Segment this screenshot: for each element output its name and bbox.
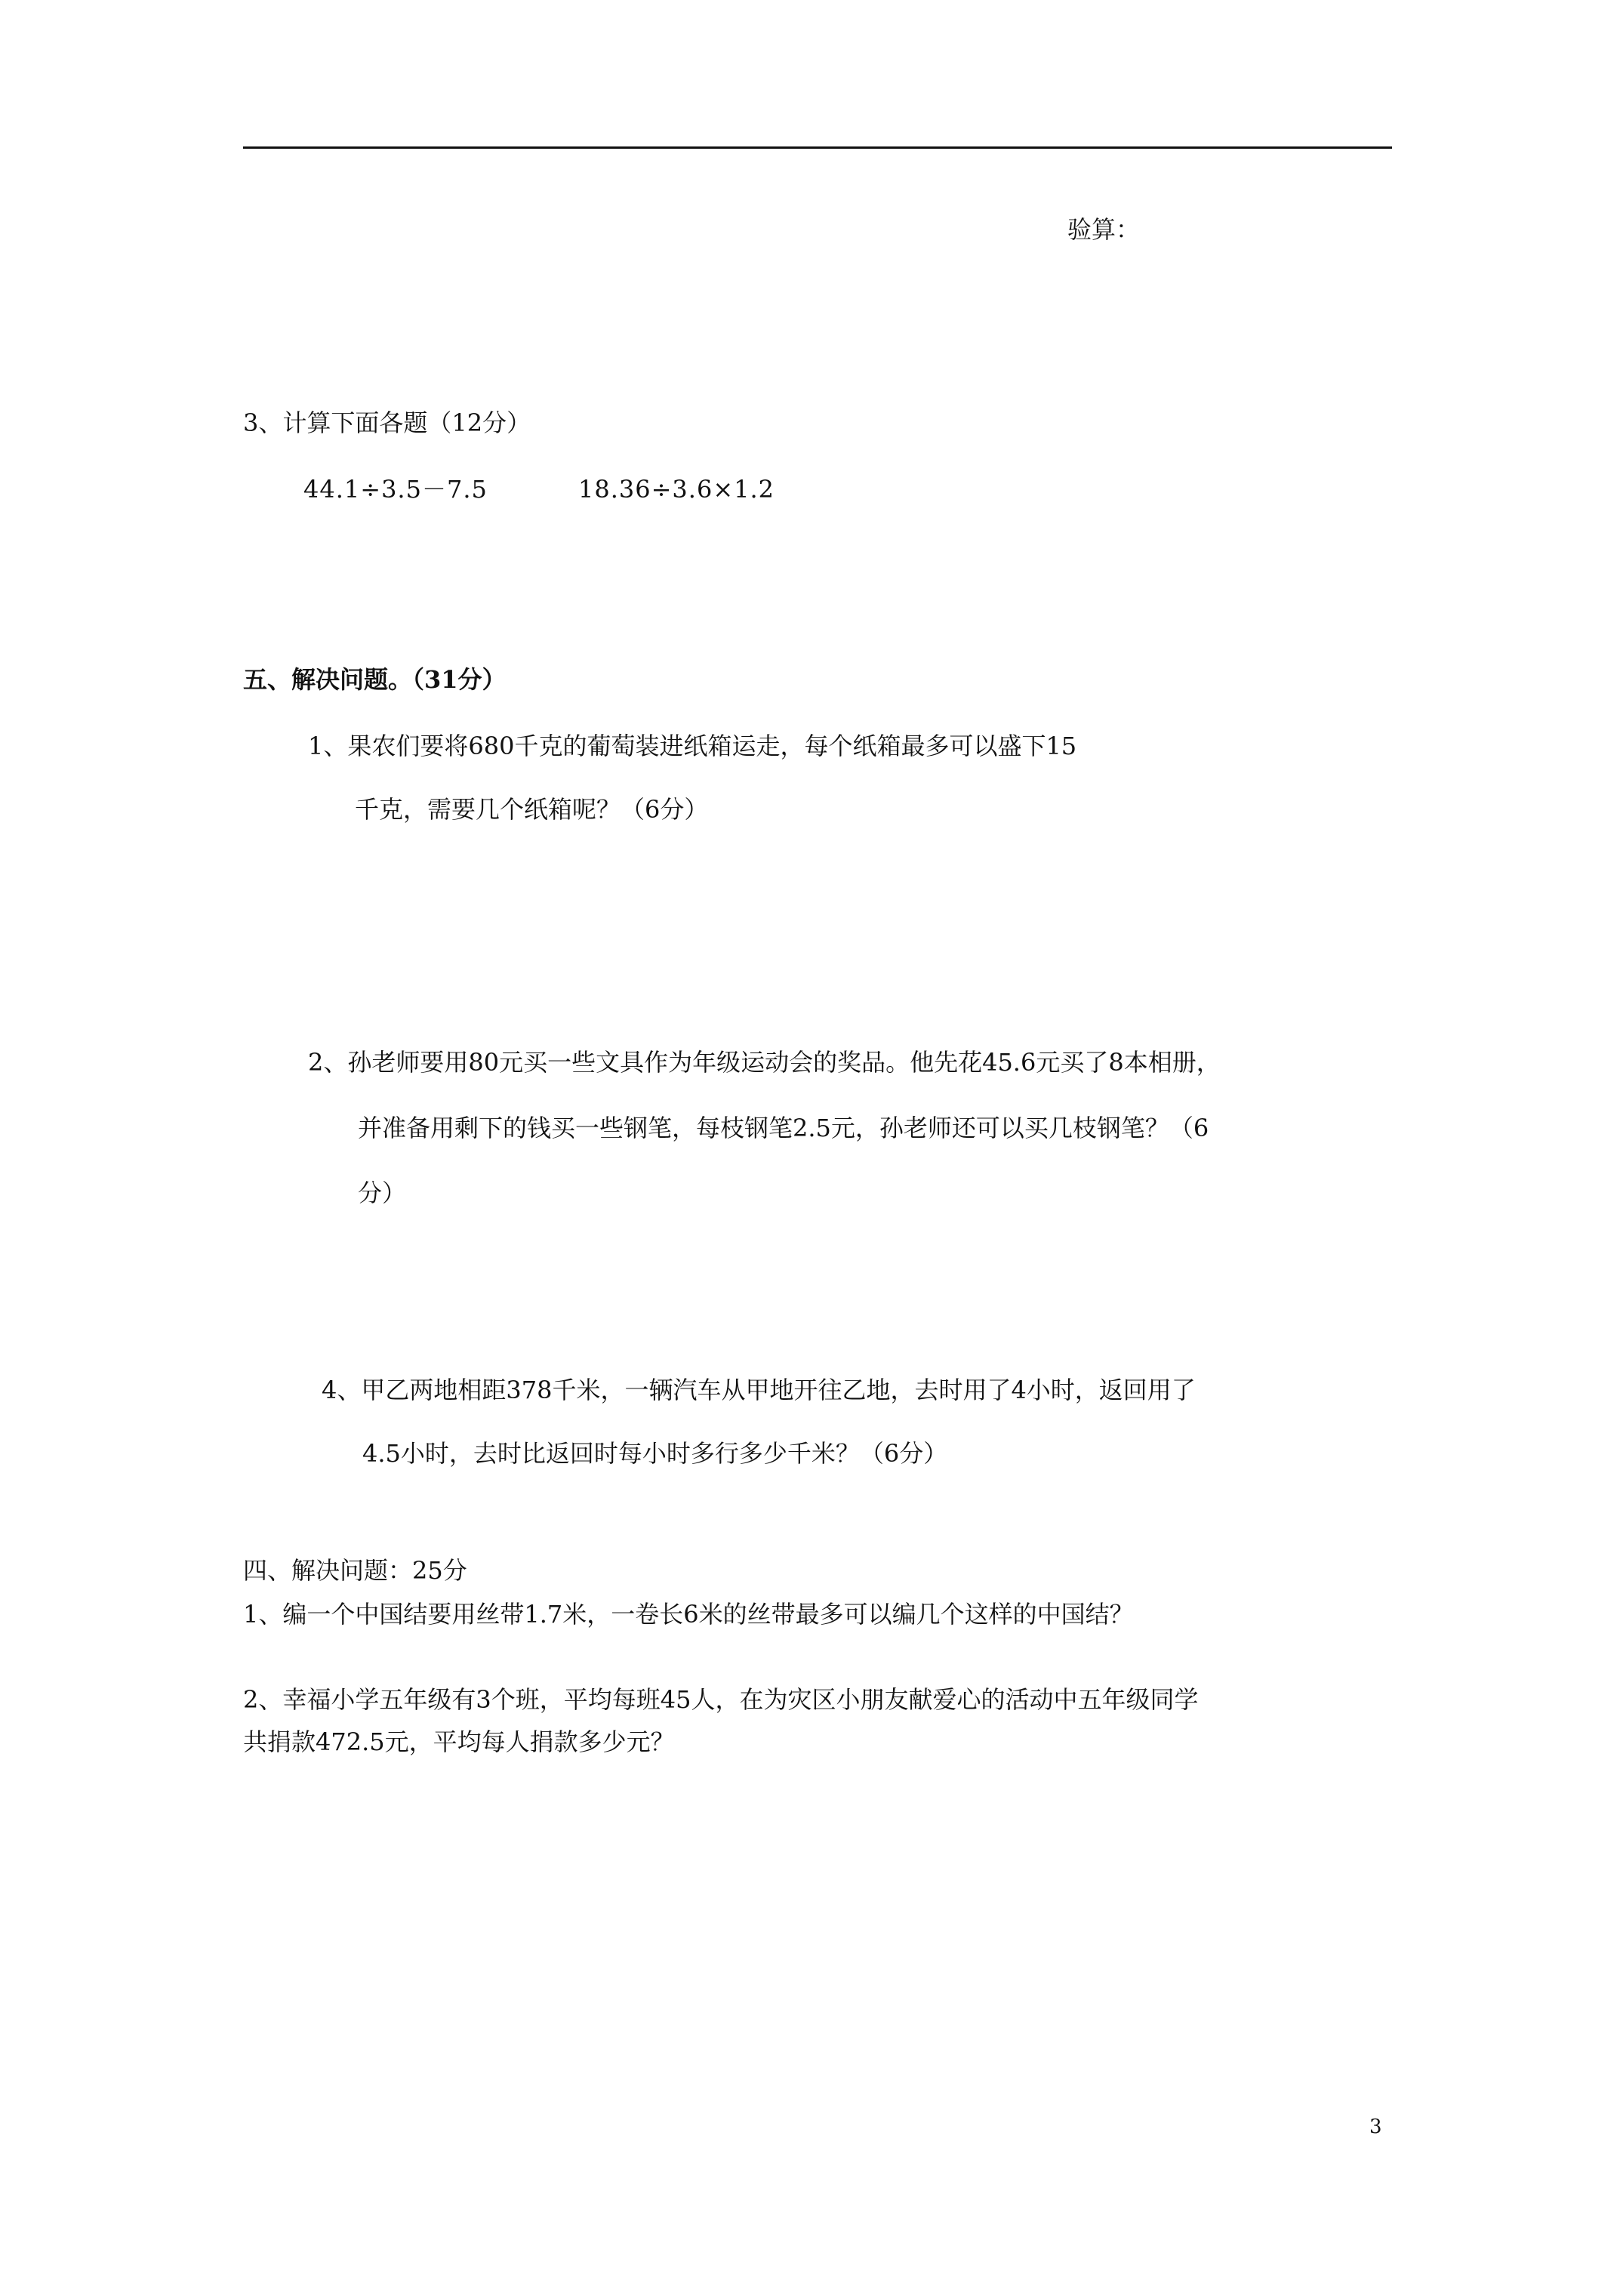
calc-title: 3、计算下面各题（12分） — [243, 408, 531, 437]
section-4-title: 四、解决问题：25分 — [243, 1556, 467, 1585]
section-4-q2-line-1: 2、幸福小学五年级有3个班，平均每班45人，在为灾区小朋友献爱心的活动中五年级同学 — [243, 1685, 1199, 1714]
section-5-q2-line-3: 分） — [358, 1179, 407, 1207]
calc-expression-2: 18.36÷3.6×1.2 — [578, 475, 775, 504]
section-5-q2-line-1: 2、孙老师要用80元买一些文具作为年级运动会的奖品。他先花45.6元买了8本相册， — [308, 1048, 1221, 1077]
section-5-q1-line-1: 1、果农们要将680千克的葡萄装进纸箱运走，每个纸箱最多可以盛下15 — [308, 732, 1077, 760]
section-5-q1-line-2: 千克，需要几个纸箱呢？（6分） — [355, 795, 709, 824]
page-number: 3 — [1369, 2116, 1382, 2138]
calc-expression-1: 44.1÷3.5－7.5 — [303, 475, 488, 504]
yansuan-label: 验算： — [1067, 215, 1141, 244]
section-5-q4-line-1: 4、甲乙两地相距378千米，一辆汽车从甲地开往乙地，去时用了4小时，返回用了 — [322, 1376, 1196, 1404]
section-5-q4-line-2: 4.5小时，去时比返回时每小时多行多少千米？（6分） — [362, 1439, 948, 1468]
header-rule — [243, 146, 1392, 149]
section-5-title: 五、解决问题。（31分） — [243, 665, 507, 694]
section-5-q2-line-2: 并准备用剩下的钱买一些钢笔，每枝钢笔2.5元，孙老师还可以买几枝钢笔？（6 — [358, 1114, 1209, 1142]
section-4-q1: 1、编一个中国结要用丝带1.7米，一卷长6米的丝带最多可以编几个这样的中国结？ — [243, 1600, 1134, 1629]
section-4-q2-line-2: 共捐款472.5元，平均每人捐款多少元？ — [243, 1727, 675, 1756]
